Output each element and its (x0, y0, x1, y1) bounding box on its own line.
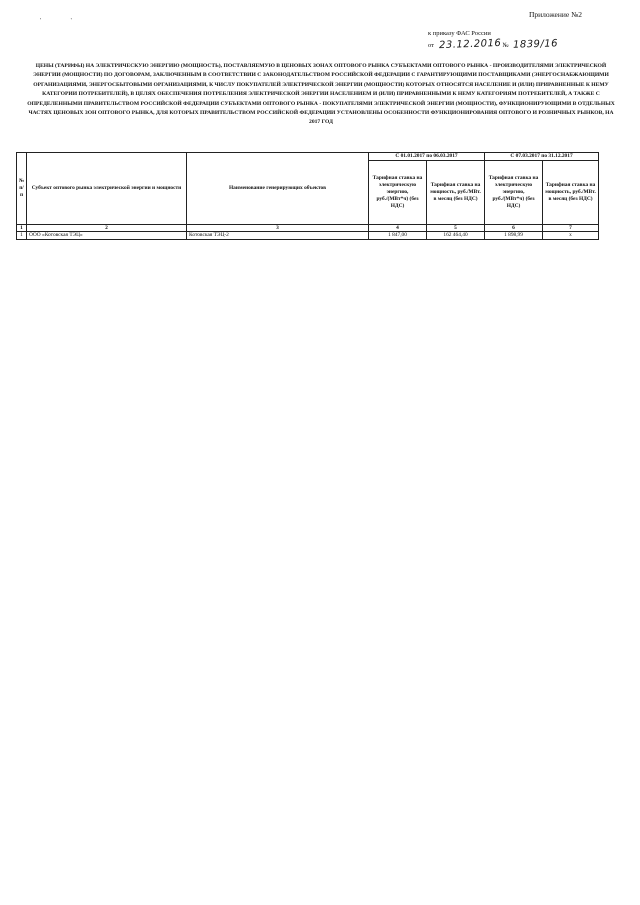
header-p2-power: Тарифная ставка на мощность, руб./МВт. в месяц (без НДС) (543, 161, 599, 225)
row-object: Котовская ТЭЦ-2 (187, 232, 369, 240)
order-line: к приказу ФАС России (428, 30, 491, 37)
column-number: 2 (27, 225, 187, 232)
column-number: 7 (543, 225, 599, 232)
table-row (17, 232, 599, 240)
order-number-label: № (502, 42, 509, 49)
tariff-table (16, 152, 599, 240)
row-p2-energy: 1 898,99 (485, 232, 543, 240)
header-object: Наименование генерирующих объектов (187, 153, 369, 225)
column-number: 4 (369, 225, 427, 232)
order-number-handwritten: 1839/16 (513, 38, 559, 51)
header-no: № п/п (17, 153, 27, 225)
row-p2-power: х (543, 232, 599, 240)
header-p1-energy: Тарифная ставка на электрическую энергию, руб./(МВт*ч) (без НДС) (369, 161, 427, 225)
order-prefix: от (428, 42, 435, 49)
scan-marks: ' ' (40, 18, 86, 24)
order-date-handwritten: 23.12.2016 (438, 37, 502, 52)
header-subject: Субъект оптового рынка электрической энергии и мощности (27, 153, 187, 225)
row-no: 1 (17, 232, 27, 240)
appendix-label: Приложение №2 (528, 10, 582, 19)
order-date-line (428, 39, 558, 51)
column-number: 6 (485, 225, 543, 232)
row-p1-power: 162 464,40 (427, 232, 485, 240)
column-number: 5 (427, 225, 485, 232)
column-number: 1 (17, 225, 27, 232)
header-p2-energy: Тарифная ставка на электрическую энергию, руб./(МВт*ч) (без НДС) (485, 161, 543, 225)
row-p1-energy: 1 847,00 (369, 232, 427, 240)
header-period-2: С 07.03.2017 по 31.12.2017 (485, 153, 599, 161)
header-period-1: С 01.01.2017 по 06.03.2017 (369, 153, 485, 161)
column-number: 3 (187, 225, 369, 232)
order-reference (428, 28, 558, 51)
row-subject: ООО «Котовская ТЭЦ» (27, 232, 187, 240)
header-p1-power: Тарифная ставка на мощность, руб./МВт. в месяц (без НДС) (427, 161, 485, 225)
column-number-row (17, 225, 599, 232)
document-title: ЦЕНЫ (ТАРИФЫ) НА ЭЛЕКТРИЧЕСКУЮ ЭНЕРГИЮ (МОЩНОСТЬ), ПОСТАВЛЯЕМУЮ В ЦЕНОВЫХ ЗОНАХ ОПТОВОГО РЫНКА СУБЪЕКТАМИ ОПТОВОГО РЫНКА - ПРОИЗВОДИТЕЛЯМИ ЭЛЕКТРИЧЕСКОЙ ЭНЕРГИИ (МОЩНОСТИ) ПО ДОГОВОРАМ, ЗАКЛЮЧЕННЫМ В СООТВЕТСТВИИ С ЗАКОНОДАТЕЛЬСТВОМ РОССИЙСКОЙ ФЕДЕРАЦИИ С ГАРАНТИРУЮЩИМИ ПОСТАВЩИКАМИ (ЭНЕРГОСНАБЖАЮЩИМИ ОРГАНИЗАЦИЯМИ, ЭНЕРГОСБЫТОВЫМИ ОРГАНИЗАЦИЯМИ, К ЧИСЛУ ПОКУПАТЕЛЕЙ ЭЛЕКТРИЧЕСКОЙ ЭНЕРГИИ (МОЩНОСТИ) КОТОРЫХ ОТНОСЯТСЯ НАСЕЛЕНИЕ И (ИЛИ) ПРИРАВНЕННЫЕ К НЕМУ КАТЕГОРИИ ПОТРЕБИТЕЛЕЙ), В ЦЕЛЯХ ОБЕСПЕЧЕНИЯ ПОТРЕБЛЕНИЯ ЭЛЕКТРИЧЕСКОЙ ЭНЕРГИИ НАСЕЛЕНИЕМ И (ИЛИ) ПРИРАВНЕННЫМИ К НЕМУ КАТЕГОРИЯМ ПОТРЕБИТЕЛЕЙ, А ТАКЖЕ С ОПРЕДЕЛЕННЫМИ ПРАВИТЕЛЬСТВОМ РОССИЙСКОЙ ФЕДЕРАЦИИ СУБЪЕКТАМИ ОПТОВОГО РЫНКА - ПОКУПАТЕЛЯМИ ЭЛЕКТРИЧЕСКОЙ ЭНЕРГИИ (МОЩНОСТИ), ФУНКЦИОНИРУЮЩИМИ В ОТДЕЛЬНЫХ ЧАСТЯХ ЦЕНОВЫХ ЗОН ОПТОВОГО РЫНКА, ДЛЯ КОТОРЫХ ПРАВИТЕЛЬСТВОМ РОССИЙСКОЙ ФЕДЕРАЦИИ УСТАНОВЛЕНЫ ОСОБЕННОСТИ ФУНКЦИОНИРОВАНИЯ ОПТОВОГО И РОЗНИЧНЫХ РЫНКОВ, НА 2017 ГОД (27, 63, 615, 126)
